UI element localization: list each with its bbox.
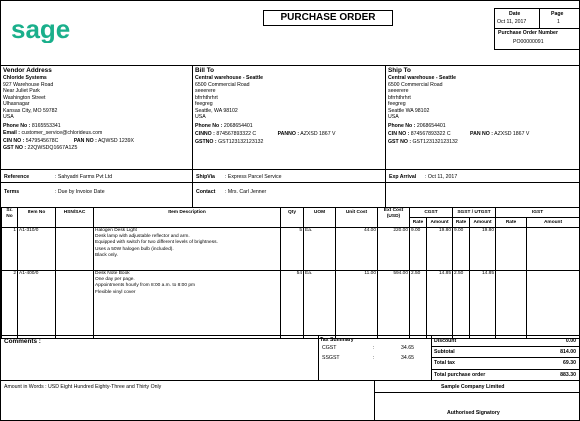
vendor-pan: AQWSD 1239X xyxy=(97,137,135,144)
bill-to-phone-label: Phone No : xyxy=(195,122,223,129)
ship-to-cin-label: CIN NO : xyxy=(388,131,410,137)
terms-value: : Due by Invoice Date xyxy=(55,189,105,195)
ship-to-cin: 874567893322 C xyxy=(410,131,451,137)
row-cgst-rate: 9.00 xyxy=(410,228,427,271)
amount-in-words: Amount in Words : USD Eight Hundred Eighty-Three and Thirty Only xyxy=(4,384,162,390)
vendor-line: Kansas City, MO 59782 xyxy=(3,107,58,114)
col-header-desc: Item Description xyxy=(94,208,281,228)
ship-to-gst-label: GST NO : xyxy=(388,138,412,145)
ship-to-heading: Ship To xyxy=(388,67,411,74)
vendor-line: Near Juliet Park xyxy=(3,88,40,94)
bill-to-line: bfrrhthrhrt xyxy=(195,94,218,101)
po-number-label: Purchase Order Number xyxy=(498,30,558,36)
ship-to-line: seeerere xyxy=(388,88,409,94)
desc-line: Desk Note Book xyxy=(95,271,130,276)
row-unit-cost: 44.00 xyxy=(336,228,378,271)
desc-line: Black only. xyxy=(95,252,118,258)
desc-line: Halogen Desk Light xyxy=(95,228,137,233)
vendor-line: 927 Warehouse Road xyxy=(3,81,54,88)
bill-to-panno: AZXSD 1867 V xyxy=(300,131,336,137)
row-item: A1-400/0 xyxy=(18,271,56,339)
row-sgst-rate: 9.00 xyxy=(453,228,470,271)
tax-cgst-value: 34.65 xyxy=(401,345,414,351)
vendor-phone: 8165553341 xyxy=(31,122,61,129)
desc-line: One day per page. xyxy=(95,277,135,283)
col-header-rate: Rate xyxy=(453,218,470,228)
tax-cgst-label: CGST xyxy=(322,345,337,351)
document-title: PURCHASE ORDER xyxy=(263,10,393,26)
vendor-line: USA xyxy=(3,114,14,120)
vendor-line: Chloride Systems xyxy=(3,75,47,81)
subtotal-value: 814.00 xyxy=(560,349,576,355)
tax-sgst-value: 34.65 xyxy=(401,355,414,361)
row-igst-amount xyxy=(527,228,580,271)
bill-to-panno-label: PANNO : xyxy=(277,131,300,137)
bill-to-name: Central warehouse - Seattle xyxy=(195,75,264,81)
ship-to-block xyxy=(388,67,529,145)
desc-line: Flexible vinyl cover xyxy=(95,289,136,295)
bill-to-phone: 2068654401 xyxy=(223,122,253,129)
col-header-hsn: HSN/SAC xyxy=(56,208,94,228)
vendor-pan-label: PAN NO : xyxy=(73,137,97,144)
bill-to-gst-label: GSTNO : xyxy=(195,138,217,145)
po-header-box xyxy=(494,8,580,50)
authorised-signatory: Authorised Signatory xyxy=(447,410,500,416)
row-sr: 2 xyxy=(2,271,18,339)
total-tax-label: Total tax xyxy=(434,360,455,366)
vendor-line: Ulhasnagar xyxy=(3,101,30,107)
col-header-sgst: SGST / UTGST xyxy=(453,208,496,218)
ship-to-line: bfrrhthrhrt xyxy=(388,94,411,101)
col-header-amount: Amount xyxy=(470,218,496,228)
discount-value: 0.00 xyxy=(565,338,576,344)
ship-to-pan-label: PAN NO : xyxy=(470,131,494,137)
terms-label: Terms xyxy=(4,189,20,195)
bill-to-line: 6500 Commercial Road xyxy=(195,81,250,88)
contact-value: : Mrs. Carl Jenner xyxy=(225,189,267,195)
row-hsn xyxy=(56,228,94,271)
bill-to-line: feegreg xyxy=(195,101,213,107)
date-value: Oct 11, 2017 xyxy=(497,19,527,25)
svg-text:sage: sage xyxy=(11,17,71,43)
col-header-unit-cost: Unit Cost xyxy=(336,208,378,228)
total-po-label: Total purchase order xyxy=(434,372,486,378)
vendor-cin-label: CIN NO : xyxy=(3,137,25,144)
bill-to-block xyxy=(195,67,335,145)
col-header-rate: Rate xyxy=(496,218,527,228)
row-sr: 1 xyxy=(2,228,18,271)
row-cgst-rate: 2.50 xyxy=(410,271,427,339)
row-sgst-amount: 14.85 xyxy=(470,271,496,339)
total-po-value: 883.30 xyxy=(560,372,576,378)
subtotal-label: Subtotal xyxy=(434,349,455,355)
row-ext-cost: 220.00 xyxy=(378,228,410,271)
shipvia-value: : Express Parcel Service xyxy=(225,174,282,180)
page-label: Page xyxy=(551,11,564,17)
vendor-heading: Vendor Address xyxy=(3,67,52,74)
bill-to-line: Seattle, WA 98102 xyxy=(195,107,238,114)
table-row xyxy=(2,271,580,339)
row-igst-rate xyxy=(496,271,527,339)
vendor-email-label: Email : xyxy=(3,130,21,136)
tax-sgst-sep: : xyxy=(373,355,375,361)
col-header-item: Item No xyxy=(18,208,56,228)
col-header-qty: Qty xyxy=(281,208,304,228)
bill-to-line: USA xyxy=(195,114,206,120)
bill-to-gst: GST123132123132 xyxy=(218,138,264,145)
row-item: A1-310/0 xyxy=(18,228,56,271)
ship-to-phone-label: Phone No : xyxy=(388,122,416,129)
desc-line: Equipped with switch for two different levels of brightness. xyxy=(95,240,218,246)
col-header-rate: Rate xyxy=(410,218,427,228)
col-header-sr: Sr. No xyxy=(2,208,18,228)
discount-label: Discount xyxy=(434,338,457,344)
contact-label: Contact xyxy=(196,189,216,195)
row-uom: Ea. xyxy=(304,271,336,339)
ship-to-name: Central warehouse - Seattle xyxy=(388,75,457,81)
total-tax-value: 69.30 xyxy=(563,360,576,366)
po-number-value: PO00000091 xyxy=(513,39,544,45)
vendor-phone-label: Phone No : xyxy=(3,122,31,129)
tax-sgst-label: SSGST xyxy=(322,355,340,361)
ship-to-line: 6500 Commercial Road xyxy=(388,81,443,88)
vendor-line: Washington Street xyxy=(3,94,46,101)
row-unit-cost: 11.00 xyxy=(336,271,378,339)
desc-line: Uses a 50W halogen bulb (included). xyxy=(95,246,174,252)
table-row xyxy=(2,228,580,271)
desc-line: Appointments hourly from 8:00 a.m. to 8:00 pm xyxy=(95,283,195,289)
row-sgst-rate: 2.50 xyxy=(453,271,470,339)
desc-line: Desk lamp with adjustable reflector and arm. xyxy=(95,234,190,240)
bill-to-line: seeerere xyxy=(195,88,216,94)
tax-cgst-sep: : xyxy=(373,345,375,351)
ship-to-phone: 2068654401 xyxy=(416,122,446,129)
col-header-cgst: CGST xyxy=(410,208,453,218)
ship-to-line: Seattle WA 98102 xyxy=(388,107,430,114)
row-hsn xyxy=(56,271,94,339)
row-qty: 5 xyxy=(281,228,304,271)
row-qty: 54 xyxy=(281,271,304,339)
exp-arrival-value: : Oct 11, 2017 xyxy=(425,174,458,180)
date-label: Date xyxy=(509,11,521,17)
reference-label: Reference xyxy=(4,174,30,180)
col-header-uom: UOM xyxy=(304,208,336,228)
sage-logo xyxy=(11,17,89,43)
comments-label: Comments : xyxy=(4,338,41,345)
ship-to-gst: GST123132123132 xyxy=(412,138,458,145)
exp-arrival-label: Exp Arrival xyxy=(389,174,417,180)
vendor-address-block xyxy=(3,67,134,152)
ship-to-line: USA xyxy=(388,114,399,120)
shipvia-label: ShipVia xyxy=(196,174,215,180)
bill-to-heading: Bill To xyxy=(195,67,215,74)
vendor-gst: 22QWSDQ1667A1Z5 xyxy=(27,145,78,151)
vendor-gst-label: GST NO : xyxy=(3,145,27,151)
row-ext-cost: 594.00 xyxy=(378,271,410,339)
bill-to-cin: 874567893322 C xyxy=(216,131,257,137)
ship-to-pan: AZXSD 1867 V xyxy=(494,131,530,137)
bill-to-cin-label: CINNO : xyxy=(195,131,215,137)
row-uom: Ea. xyxy=(304,228,336,271)
reference-value: : Sahyadri Farms Pvt Ltd xyxy=(55,174,113,180)
company-name: Sample Company Limited xyxy=(441,384,505,390)
vendor-cin: 5479545678C xyxy=(25,137,59,144)
col-header-amount: Amount xyxy=(527,218,580,228)
page-value: 1 xyxy=(557,19,560,25)
row-description xyxy=(94,271,281,339)
vendor-email: customer_service@chlorideus.com xyxy=(21,130,103,136)
row-igst-amount xyxy=(527,271,580,339)
row-sgst-amount: 19.80 xyxy=(470,228,496,271)
tax-summary-heading: Tax Summary xyxy=(320,337,354,343)
row-igst-rate xyxy=(496,228,527,271)
row-cgst-amount: 14.85 xyxy=(427,271,453,339)
ship-to-line: feegreg xyxy=(388,101,406,107)
row-description xyxy=(94,228,281,271)
row-cgst-amount: 19.80 xyxy=(427,228,453,271)
line-items-table xyxy=(1,207,580,339)
col-header-ext-cost: Ext Cost (USD) xyxy=(378,208,410,228)
col-header-igst: IGST xyxy=(496,208,580,218)
col-header-amount: Amount xyxy=(427,218,453,228)
